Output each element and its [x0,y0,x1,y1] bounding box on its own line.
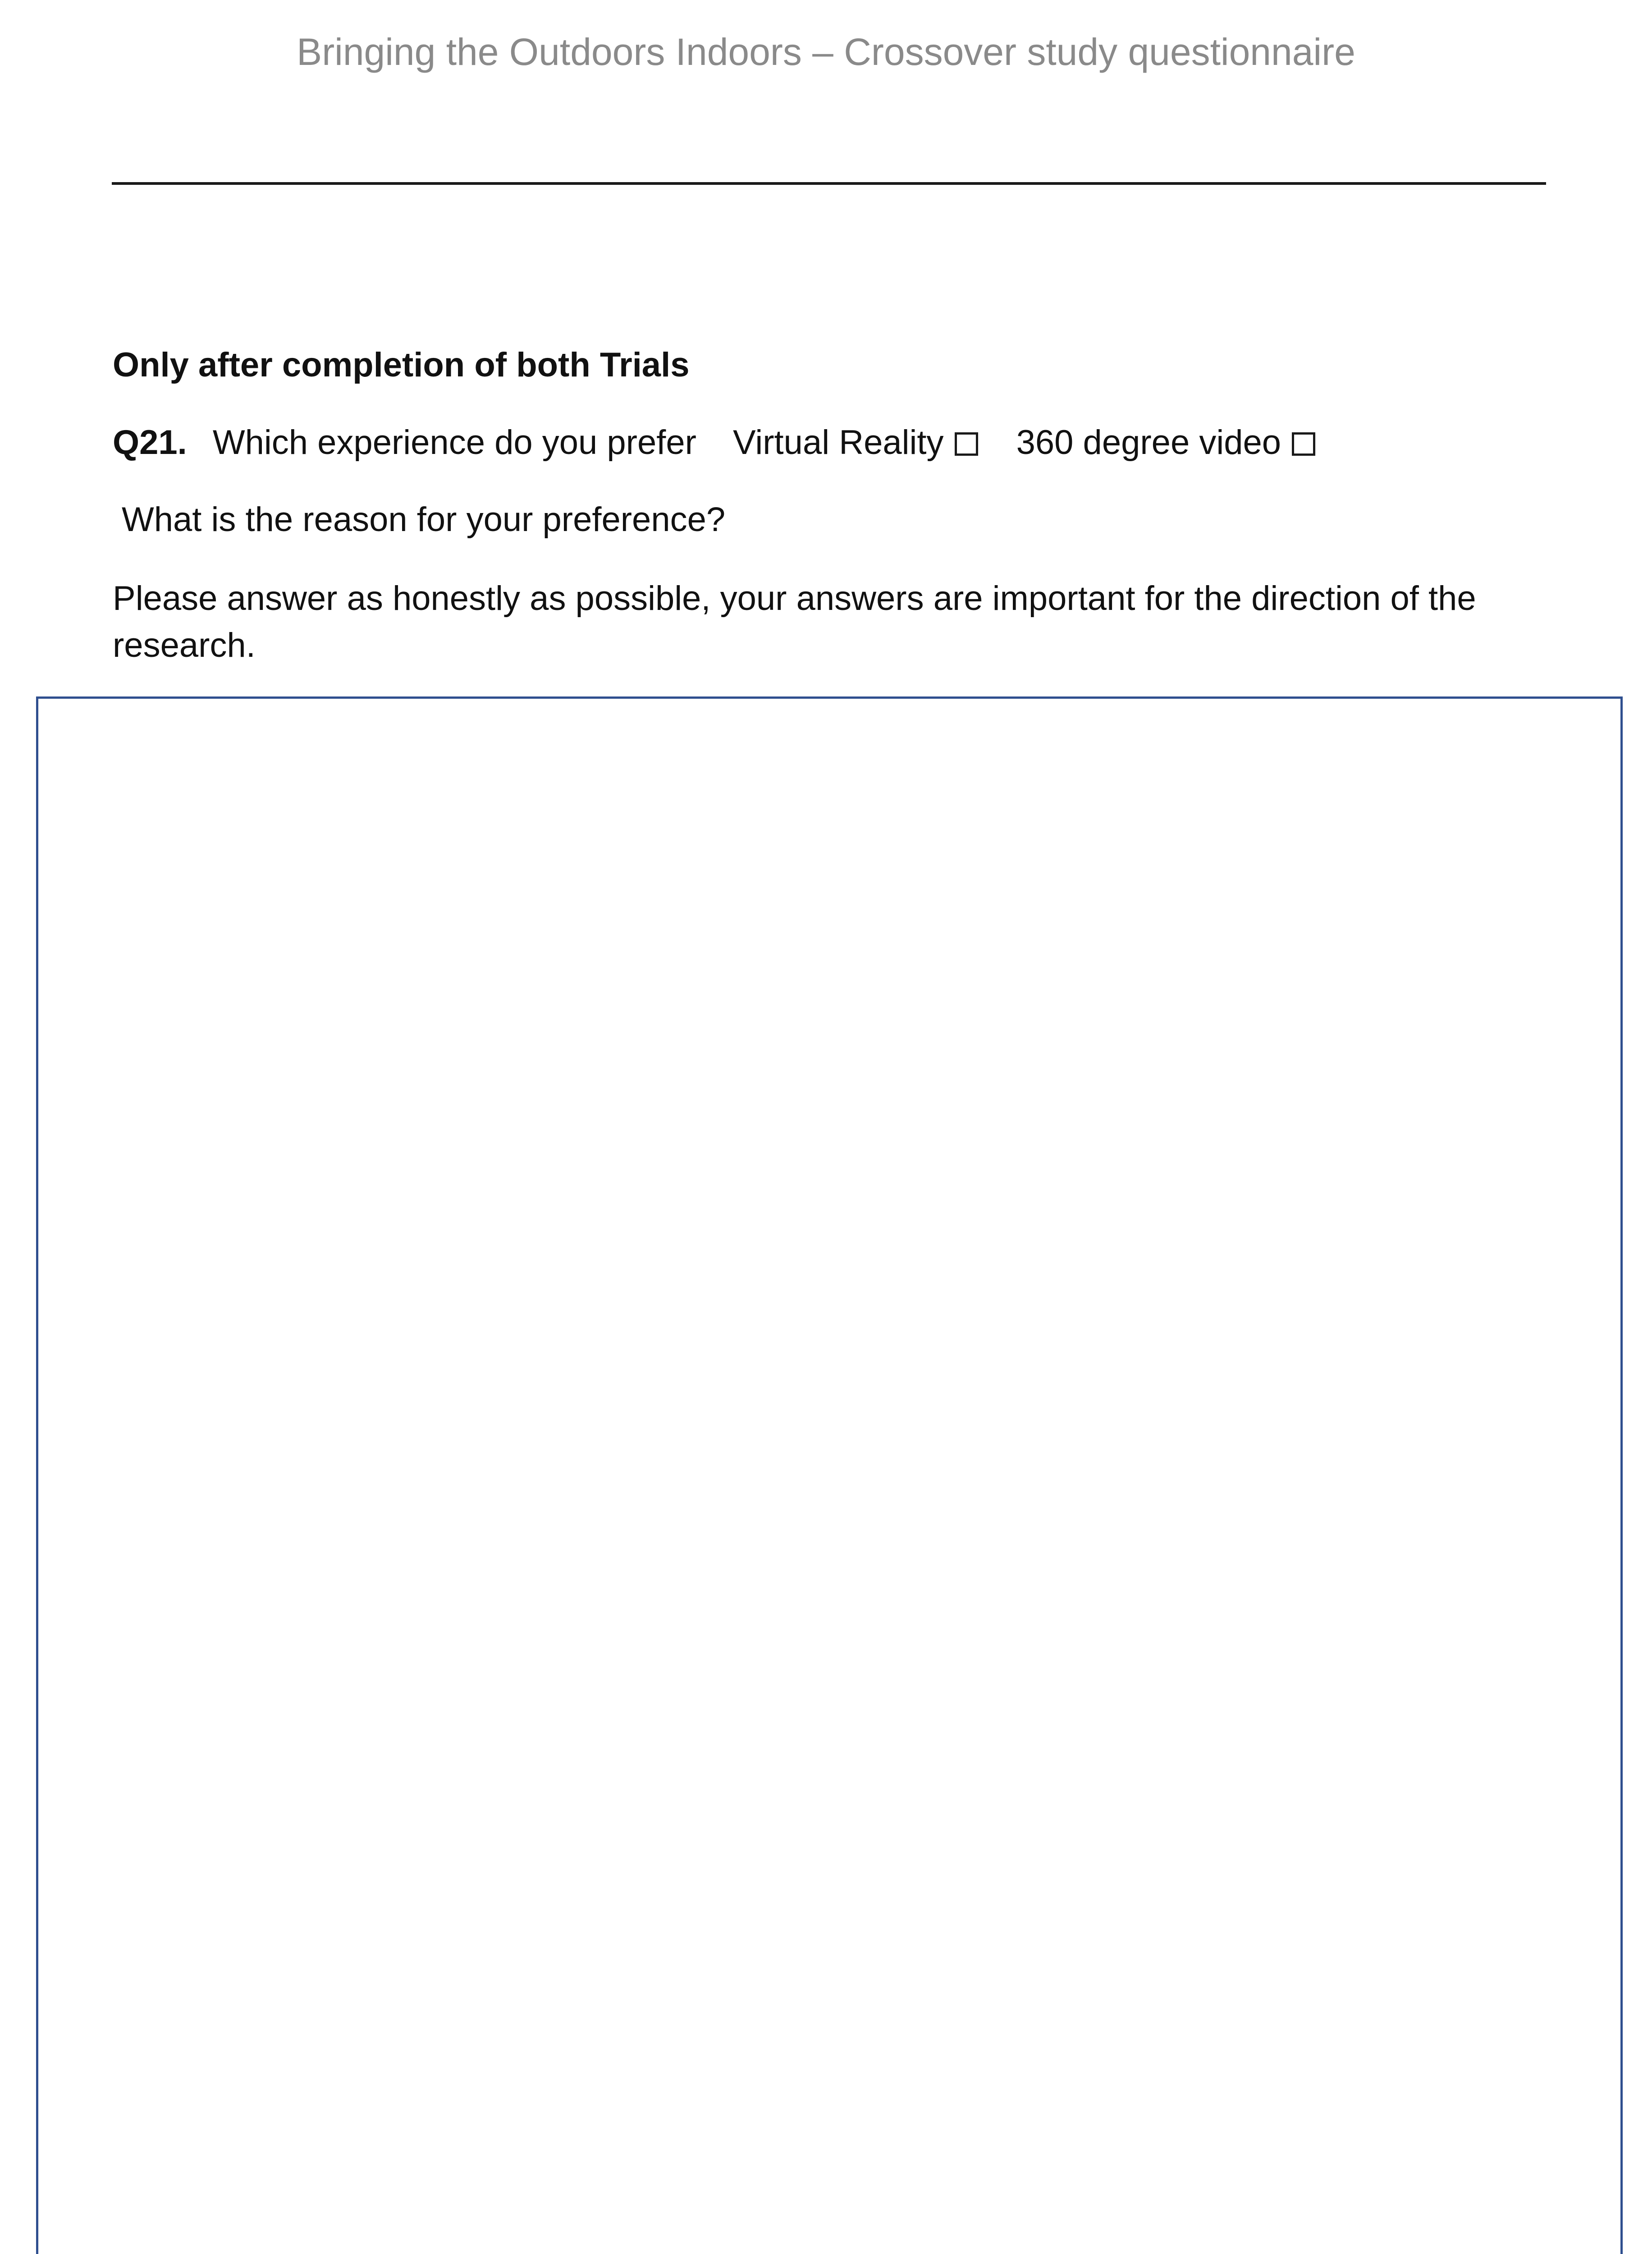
360-video-checkbox[interactable] [1292,432,1315,456]
follow-up-question: What is the reason for your preference? [122,500,726,539]
instruction-text: Please answer as honestly as possible, your answers are important for the direction of the research. [113,579,1476,664]
option-label: Virtual Reality [733,423,944,462]
section-heading: Only after completion of both Trials [113,346,690,384]
virtual-reality-checkbox[interactable] [955,432,978,456]
answer-text-box[interactable] [36,696,1623,2254]
question-q21 [113,420,1344,465]
question-number: Q21. [113,423,187,462]
option-360-video[interactable] [1016,420,1315,465]
header-title: Bringing the Outdoors Indoors – Crossover study questionnaire [297,31,1355,73]
question-text: Which experience do you prefer [212,423,696,462]
option-virtual-reality[interactable] [733,420,978,465]
header-divider [112,182,1546,185]
option-label: 360 degree video [1016,423,1281,462]
